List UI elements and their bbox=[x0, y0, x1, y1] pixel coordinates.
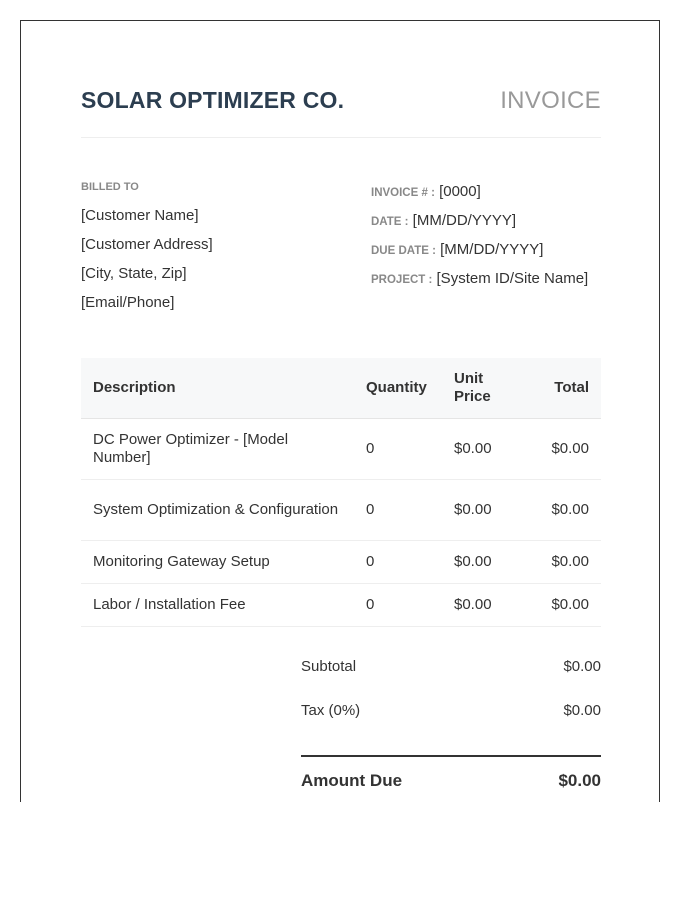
project-row bbox=[371, 270, 611, 299]
item-unit-price: $0.00 bbox=[442, 480, 536, 541]
item-total: $0.00 bbox=[536, 584, 601, 627]
tax-value: $0.00 bbox=[563, 702, 601, 719]
project-label: PROJECT : bbox=[371, 274, 433, 286]
item-unit-price: $0.00 bbox=[442, 584, 536, 627]
due-date-row bbox=[371, 241, 611, 270]
customer-contact: [Email/Phone] bbox=[81, 294, 175, 311]
item-description: DC Power Optimizer - [Model Number] bbox=[81, 419, 354, 480]
invoice-header bbox=[81, 87, 601, 117]
due-date-value: [MM/DD/YYYY] bbox=[440, 241, 544, 258]
customer-address: [Customer Address] bbox=[81, 236, 213, 253]
item-description: Labor / Installation Fee bbox=[81, 584, 354, 627]
item-quantity: 0 bbox=[354, 584, 442, 627]
header-divider bbox=[81, 137, 601, 138]
item-total: $0.00 bbox=[536, 419, 601, 480]
column-header-unit-price: Unit Price bbox=[442, 358, 536, 419]
line-items-table bbox=[81, 358, 601, 627]
item-unit-price: $0.00 bbox=[442, 419, 536, 480]
table-row bbox=[81, 480, 601, 541]
item-description: Monitoring Gateway Setup bbox=[81, 541, 354, 584]
totals-block bbox=[301, 658, 601, 790]
item-quantity: 0 bbox=[354, 480, 442, 541]
invoice-number-row bbox=[371, 183, 611, 212]
subtotal-value: $0.00 bbox=[563, 658, 601, 675]
tax-row bbox=[301, 702, 601, 746]
table-row bbox=[81, 419, 601, 480]
item-quantity: 0 bbox=[354, 541, 442, 584]
tax-label: Tax (0%) bbox=[301, 702, 361, 719]
company-name: SOLAR OPTIMIZER CO. bbox=[81, 87, 345, 113]
table-header-row bbox=[81, 358, 601, 419]
invoice-number-value: [0000] bbox=[439, 183, 481, 200]
document-title: INVOICE bbox=[500, 87, 601, 114]
amount-due-label: Amount Due bbox=[301, 771, 403, 790]
invoice-date-value: [MM/DD/YYYY] bbox=[412, 212, 517, 229]
table-row bbox=[81, 584, 601, 627]
invoice-date-label: DATE : bbox=[371, 216, 409, 228]
item-total: $0.00 bbox=[536, 541, 601, 584]
customer-name: [Customer Name] bbox=[81, 207, 199, 224]
invoice-date-row bbox=[371, 212, 611, 241]
item-unit-price: $0.00 bbox=[442, 541, 536, 584]
project-value: [System ID/Site Name] bbox=[436, 270, 589, 287]
subtotal-row bbox=[301, 658, 601, 702]
subtotal-label: Subtotal bbox=[301, 658, 357, 675]
column-header-description: Description bbox=[81, 358, 354, 419]
item-total: $0.00 bbox=[536, 480, 601, 541]
invoice-page bbox=[20, 20, 660, 802]
table-row bbox=[81, 541, 601, 584]
column-header-quantity: Quantity bbox=[354, 358, 442, 419]
column-header-total: Total bbox=[536, 358, 601, 419]
billed-to-label: BILLED TO bbox=[81, 181, 139, 193]
billed-to-block bbox=[81, 181, 341, 317]
customer-city-state-zip: [City, State, Zip] bbox=[81, 265, 187, 282]
item-description: System Optimization & Configuration bbox=[81, 480, 354, 541]
invoice-number-label: INVOICE # : bbox=[371, 187, 435, 199]
amount-due-value: $0.00 bbox=[558, 771, 601, 790]
invoice-meta-block bbox=[371, 183, 611, 299]
item-quantity: 0 bbox=[354, 419, 442, 480]
amount-due-row bbox=[301, 771, 601, 795]
due-date-label: DUE DATE : bbox=[371, 245, 436, 257]
totals-divider bbox=[301, 755, 601, 757]
